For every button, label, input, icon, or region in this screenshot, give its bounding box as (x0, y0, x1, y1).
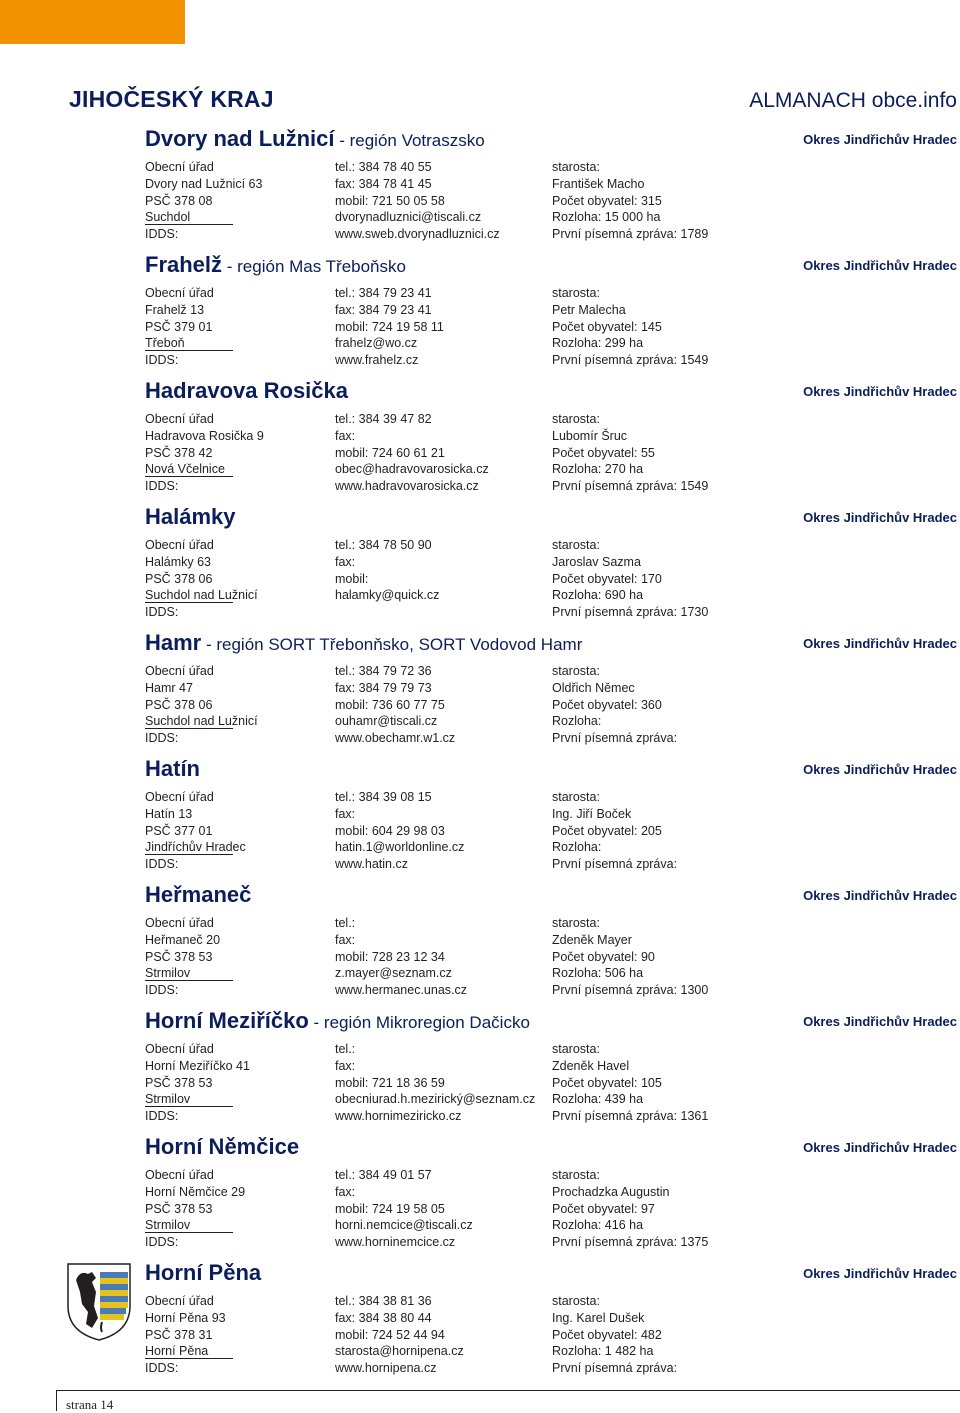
info-cell: Rozloha: (552, 714, 602, 729)
contact-row (145, 209, 957, 226)
address-cell: Obecní úřad (145, 538, 214, 552)
municipality-title: Heřmaneč (145, 882, 252, 907)
municipality-title: Horní Meziříčko (145, 1008, 309, 1033)
municipality-entry (145, 1008, 957, 1128)
info-cell: Rozloha: 439 ha (552, 1092, 644, 1107)
contact-cell: fax: 384 38 80 44 (335, 1310, 432, 1325)
footer-divider (56, 1390, 57, 1411)
district-label: Okres Jindřichův Hradec (803, 384, 957, 399)
contact-cell[interactable]: www.frahelz.cz (335, 353, 419, 368)
contact-table (145, 789, 957, 873)
contact-row (145, 193, 957, 210)
contact-row (145, 319, 957, 336)
address-cell: Strmilov (145, 966, 191, 981)
address-cell: Třeboň (145, 336, 185, 351)
municipality-name (145, 630, 582, 656)
info-cell: Počet obyvatel: 360 (552, 697, 662, 712)
contact-row (145, 1293, 957, 1310)
contact-row (145, 571, 957, 588)
contact-row (145, 285, 957, 302)
info-cell: Počet obyvatel: 205 (552, 823, 662, 838)
info-cell: starosta: (552, 160, 600, 174)
contact-row (145, 1234, 957, 1251)
contact-cell[interactable]: ouhamr@tiscali.cz (335, 714, 438, 729)
contact-cell[interactable]: www.horninemcice.cz (335, 1235, 456, 1250)
underline-rule (145, 1232, 233, 1233)
contact-cell[interactable]: starosta@hornipena.cz (335, 1344, 464, 1359)
district-label: Okres Jindřichův Hradec (803, 1140, 957, 1155)
contact-table (145, 1167, 957, 1251)
contact-table (145, 915, 957, 999)
info-cell: František Macho (552, 176, 645, 191)
contact-row (145, 1217, 957, 1234)
info-cell: První písemná zpráva: 1361 (552, 1109, 709, 1124)
entry-header (145, 630, 957, 658)
municipality-entry (145, 882, 957, 1002)
contact-cell[interactable]: www.hadravovarosicka.cz (335, 479, 479, 494)
contact-table (145, 537, 957, 621)
contact-cell: mobil: 721 18 36 59 (335, 1075, 445, 1090)
address-cell: Obecní úřad (145, 664, 214, 678)
contact-row (145, 1091, 957, 1108)
info-cell: starosta: (552, 538, 600, 552)
contact-cell[interactable]: www.obechamr.w1.cz (335, 731, 456, 746)
municipality-name (145, 1134, 299, 1160)
address-cell: Strmilov (145, 1092, 191, 1107)
info-cell: starosta: (552, 1294, 600, 1308)
municipality-name (145, 378, 348, 404)
municipality-title: Halámky (145, 504, 236, 529)
municipality-title: Hamr (145, 630, 202, 655)
contact-row (145, 445, 957, 462)
contact-cell: tel.: 384 78 50 90 (335, 538, 432, 552)
contact-row (145, 932, 957, 949)
underline-rule (145, 980, 233, 981)
contact-cell: fax: (335, 554, 356, 569)
region-subtitle: - región Mas Třeboňsko (222, 257, 406, 276)
info-cell: Jaroslav Sazma (552, 554, 641, 569)
info-cell: Zdeněk Mayer (552, 932, 632, 947)
almanach-title: ALMANACH obce.info (749, 89, 957, 112)
contact-cell[interactable]: dvorynadluznici@tiscali.cz (335, 210, 482, 225)
address-cell: Obecní úřad (145, 1042, 214, 1056)
footer-rule (56, 1390, 960, 1391)
contact-cell[interactable]: www.hornimeziricko.cz (335, 1109, 462, 1124)
contact-cell[interactable]: frahelz@wo.cz (335, 336, 418, 351)
contact-row (145, 352, 957, 369)
contact-row (145, 1184, 957, 1201)
address-cell: Hamr 47 (145, 680, 193, 695)
contact-table (145, 663, 957, 747)
contact-cell: fax: 384 78 41 45 (335, 176, 432, 191)
address-cell: Halámky 63 (145, 554, 211, 569)
contact-row (145, 789, 957, 806)
address-cell: Obecní úřad (145, 412, 214, 426)
contact-row (145, 806, 957, 823)
address-cell: IDDS: (145, 479, 179, 494)
district-label: Okres Jindřichův Hradec (803, 1014, 957, 1029)
address-cell: Strmilov (145, 1218, 191, 1233)
address-cell: Horní Pěna 93 (145, 1310, 226, 1325)
contact-cell[interactable]: obecniurad.h.mezirický@seznam.cz (335, 1092, 536, 1107)
info-cell: Oldřich Němec (552, 680, 635, 695)
contact-row (145, 915, 957, 932)
info-cell: Rozloha: 299 ha (552, 336, 644, 351)
contact-cell: tel.: 384 38 81 36 (335, 1294, 432, 1308)
contact-table (145, 159, 957, 243)
address-cell: IDDS: (145, 605, 179, 620)
contact-table (145, 1041, 957, 1125)
underline-rule (145, 1358, 233, 1359)
contact-row (145, 478, 957, 495)
underline-rule (145, 1106, 233, 1107)
district-label: Okres Jindřichův Hradec (803, 1266, 957, 1281)
address-cell: PSČ 379 01 (145, 319, 213, 334)
municipality-entry (145, 378, 957, 498)
address-cell: PSČ 378 06 (145, 697, 213, 712)
address-cell: Hadravova Rosička 9 (145, 428, 264, 443)
contact-row (145, 411, 957, 428)
info-cell: Ing. Karel Dušek (552, 1310, 645, 1325)
address-cell: IDDS: (145, 857, 179, 872)
address-cell: Frahelž 13 (145, 302, 205, 317)
address-cell: Suchdol nad Lužnicí (145, 588, 258, 603)
info-cell: Prochadzka Augustin (552, 1184, 670, 1199)
info-cell: starosta: (552, 664, 600, 678)
address-cell: Hatín 13 (145, 806, 193, 821)
info-cell: První písemná zpráva: 1789 (552, 227, 709, 242)
info-cell: Rozloha: 416 ha (552, 1218, 644, 1233)
address-cell: Horní Meziříčko 41 (145, 1058, 250, 1073)
info-cell: Počet obyvatel: 170 (552, 571, 662, 586)
address-cell: Horní Pěna (145, 1344, 209, 1359)
info-cell: Počet obyvatel: 315 (552, 193, 662, 208)
contact-cell: fax: (335, 428, 356, 443)
contact-cell: fax: (335, 1184, 356, 1199)
address-cell: Nová Včelnice (145, 462, 225, 477)
info-cell: Rozloha: 15 000 ha (552, 210, 661, 225)
contact-cell[interactable]: www.hermanec.unas.cz (335, 983, 468, 998)
entry-header (145, 378, 957, 406)
contact-cell: mobil: 604 29 98 03 (335, 823, 445, 838)
contact-row (145, 663, 957, 680)
municipality-name (145, 882, 251, 908)
underline-rule (145, 728, 233, 729)
address-cell: PSČ 378 42 (145, 445, 213, 460)
municipality-name (145, 504, 236, 530)
address-cell: Dvory nad Lužnicí 63 (145, 176, 263, 191)
contact-cell: mobil: 724 60 61 21 (335, 445, 445, 460)
address-cell: IDDS: (145, 353, 179, 368)
contact-cell: mobil: 721 50 05 58 (335, 193, 445, 208)
municipality-name (145, 1008, 530, 1034)
address-cell: PSČ 378 06 (145, 571, 213, 586)
address-cell: PSČ 378 31 (145, 1327, 213, 1342)
contact-cell: tel.: 384 49 01 57 (335, 1168, 432, 1182)
contact-cell: tel.: 384 39 47 82 (335, 412, 432, 426)
info-cell: Petr Malecha (552, 302, 626, 317)
info-cell: Ing. Jiří Boček (552, 806, 632, 821)
contact-row (145, 1108, 957, 1125)
info-cell: starosta: (552, 916, 600, 930)
info-cell: Rozloha: (552, 840, 602, 855)
entry-header (145, 882, 957, 910)
contact-cell: fax: 384 79 23 41 (335, 302, 432, 317)
contact-cell: mobil: 724 52 44 94 (335, 1327, 445, 1342)
contact-row (145, 856, 957, 873)
municipality-name (145, 252, 406, 278)
info-cell: Rozloha: 690 ha (552, 588, 644, 603)
municipality-entry (145, 630, 957, 750)
address-cell: PSČ 378 53 (145, 1075, 213, 1090)
address-cell: IDDS: (145, 1361, 179, 1376)
contact-cell[interactable]: www.hornipena.cz (335, 1361, 437, 1376)
underline-rule (145, 224, 233, 225)
contact-cell: mobil: (335, 571, 369, 586)
municipality-entry (145, 504, 957, 624)
district-label: Okres Jindřichův Hradec (803, 258, 957, 273)
address-cell: Heřmaneč 20 (145, 932, 221, 947)
contact-row (145, 226, 957, 243)
contact-row (145, 461, 957, 478)
info-cell: Počet obyvatel: 145 (552, 319, 662, 334)
contact-row (145, 1327, 957, 1344)
contact-row (145, 554, 957, 571)
contact-table (145, 1293, 957, 1377)
contact-cell: mobil: 736 60 77 75 (335, 697, 445, 712)
municipality-name (145, 756, 200, 782)
address-cell: Obecní úřad (145, 1168, 214, 1182)
address-cell: Jindříchův Hradec (145, 840, 246, 855)
contact-cell[interactable]: www.sweb.dvorynadluznici.cz (335, 227, 500, 242)
address-cell: PSČ 378 08 (145, 193, 213, 208)
info-cell: První písemná zpráva: (552, 1361, 678, 1376)
info-cell: Počet obyvatel: 482 (552, 1327, 662, 1342)
municipality-title: Dvory nad Lužnicí (145, 126, 335, 151)
underline-rule (145, 602, 233, 603)
contact-row (145, 1058, 957, 1075)
contact-cell: tel.: 384 78 40 55 (335, 160, 432, 174)
info-cell: První písemná zpráva: 1549 (552, 479, 709, 494)
contact-row (145, 176, 957, 193)
info-cell: Počet obyvatel: 55 (552, 445, 655, 460)
address-cell: Obecní úřad (145, 1294, 214, 1308)
municipality-entry (145, 1134, 957, 1254)
info-cell: Rozloha: 506 ha (552, 966, 644, 981)
municipality-title: Horní Pěna (145, 1260, 262, 1285)
info-cell: První písemná zpráva: 1730 (552, 605, 709, 620)
contact-row (145, 604, 957, 621)
contact-row (145, 302, 957, 319)
municipality-title: Hatín (145, 756, 200, 781)
contact-cell: tel.: 384 79 23 41 (335, 286, 432, 300)
contact-row (145, 159, 957, 176)
contact-cell: tel.: (335, 1042, 356, 1056)
entry-header (145, 504, 957, 532)
entry-header (145, 1260, 957, 1288)
info-cell: První písemná zpráva: (552, 731, 678, 746)
entry-header (145, 1134, 957, 1162)
info-cell: Počet obyvatel: 105 (552, 1075, 662, 1090)
info-cell: Počet obyvatel: 97 (552, 1201, 655, 1216)
municipality-name (145, 1260, 261, 1286)
contact-table (145, 411, 957, 495)
region-title: JIHOČESKÝ KRAJ (69, 86, 274, 112)
district-label: Okres Jindřichův Hradec (803, 132, 957, 147)
municipality-title: Hadravova Rosička (145, 378, 348, 403)
info-cell: Počet obyvatel: 90 (552, 949, 655, 964)
contact-row (145, 1360, 957, 1377)
contact-row (145, 680, 957, 697)
contact-cell: tel.: (335, 916, 356, 930)
contact-row (145, 1075, 957, 1092)
info-cell: První písemná zpráva: 1375 (552, 1235, 709, 1250)
contact-row (145, 713, 957, 730)
info-cell: starosta: (552, 286, 600, 300)
coat-of-arms-icon (66, 1262, 132, 1342)
municipality-entry (145, 1260, 957, 1380)
contact-cell: tel.: 384 39 08 15 (335, 790, 432, 804)
address-cell: Obecní úřad (145, 286, 214, 300)
municipality-name (145, 126, 485, 152)
contact-cell: mobil: 728 23 12 34 (335, 949, 445, 964)
address-cell: PSČ 377 01 (145, 823, 213, 838)
contact-cell[interactable]: horni.nemcice@tiscali.cz (335, 1218, 473, 1233)
contact-cell: mobil: 724 19 58 11 (335, 319, 444, 334)
contact-table (145, 285, 957, 369)
contact-row (145, 1201, 957, 1218)
entry-header (145, 126, 957, 154)
contact-row (145, 839, 957, 856)
info-cell: starosta: (552, 1168, 600, 1182)
address-cell: IDDS: (145, 983, 179, 998)
contact-row (145, 537, 957, 554)
region-subtitle: - región Votraszsko (334, 131, 485, 150)
address-cell: Suchdol nad Lužnicí (145, 714, 258, 729)
contact-row (145, 730, 957, 747)
info-cell: První písemná zpráva: 1300 (552, 983, 709, 998)
info-cell: Rozloha: 270 ha (552, 462, 644, 477)
address-cell: Obecní úřad (145, 160, 214, 174)
contact-cell: fax: (335, 1058, 356, 1073)
contact-row (145, 697, 957, 714)
contact-row (145, 982, 957, 999)
municipality-entry (145, 126, 957, 246)
region-subtitle: - región Mikroregion Dačicko (308, 1013, 530, 1032)
contact-row (145, 428, 957, 445)
info-cell: starosta: (552, 412, 600, 426)
page-number: strana 14 (66, 1397, 114, 1412)
address-cell: PSČ 378 53 (145, 1201, 213, 1216)
contact-row (145, 1167, 957, 1184)
contact-cell: fax: (335, 806, 356, 821)
contact-row (145, 587, 957, 604)
entry-header (145, 756, 957, 784)
contact-cell: tel.: 384 79 72 36 (335, 664, 432, 678)
contact-row (145, 335, 957, 352)
address-cell: PSČ 378 53 (145, 949, 213, 964)
address-cell: Suchdol (145, 210, 191, 225)
info-cell: První písemná zpráva: 1549 (552, 353, 709, 368)
info-cell: První písemná zpráva: (552, 857, 678, 872)
contact-row (145, 1041, 957, 1058)
entry-header (145, 252, 957, 280)
contact-cell[interactable]: obec@hadravovarosicka.cz (335, 462, 489, 477)
address-cell: Obecní úřad (145, 916, 214, 930)
district-label: Okres Jindřichův Hradec (803, 636, 957, 651)
contact-cell[interactable]: z.mayer@seznam.cz (335, 966, 452, 981)
info-cell: Zdeněk Havel (552, 1058, 630, 1073)
contact-row (145, 823, 957, 840)
address-cell: IDDS: (145, 731, 179, 746)
info-cell: starosta: (552, 1042, 600, 1056)
contact-cell: fax: 384 79 79 73 (335, 680, 432, 695)
info-cell: starosta: (552, 790, 600, 804)
address-cell: IDDS: (145, 1109, 179, 1124)
district-label: Okres Jindřichův Hradec (803, 762, 957, 777)
info-cell: Lubomír Šruc (552, 428, 628, 443)
underline-rule (145, 476, 233, 477)
municipality-title: Frahelž (145, 252, 223, 277)
contact-cell[interactable]: hatin.1@worldonline.cz (335, 840, 465, 855)
district-label: Okres Jindřichův Hradec (803, 510, 957, 525)
address-cell: Obecní úřad (145, 790, 214, 804)
municipality-entry (145, 252, 957, 372)
entry-header (145, 1008, 957, 1036)
contact-row (145, 1310, 957, 1327)
municipality-entry (145, 756, 957, 876)
underline-rule (145, 854, 233, 855)
contact-cell: fax: (335, 932, 356, 947)
info-cell: Rozloha: 1 482 ha (552, 1344, 654, 1359)
orange-corner-tab (0, 0, 185, 44)
contact-cell[interactable]: halamky@quick.cz (335, 588, 440, 603)
address-cell: IDDS: (145, 227, 179, 242)
contact-row (145, 1343, 957, 1360)
municipality-title: Horní Němčice (145, 1134, 300, 1159)
contact-cell: mobil: 724 19 58 05 (335, 1201, 445, 1216)
address-cell: Horní Němčice 29 (145, 1184, 246, 1199)
underline-rule (145, 350, 233, 351)
district-label: Okres Jindřichův Hradec (803, 888, 957, 903)
region-subtitle: - región SORT Třebonňsko, SORT Vodovod Hamr (201, 635, 583, 654)
address-cell: IDDS: (145, 1235, 179, 1250)
contact-row (145, 949, 957, 966)
contact-cell[interactable]: www.hatin.cz (335, 857, 408, 872)
contact-row (145, 965, 957, 982)
